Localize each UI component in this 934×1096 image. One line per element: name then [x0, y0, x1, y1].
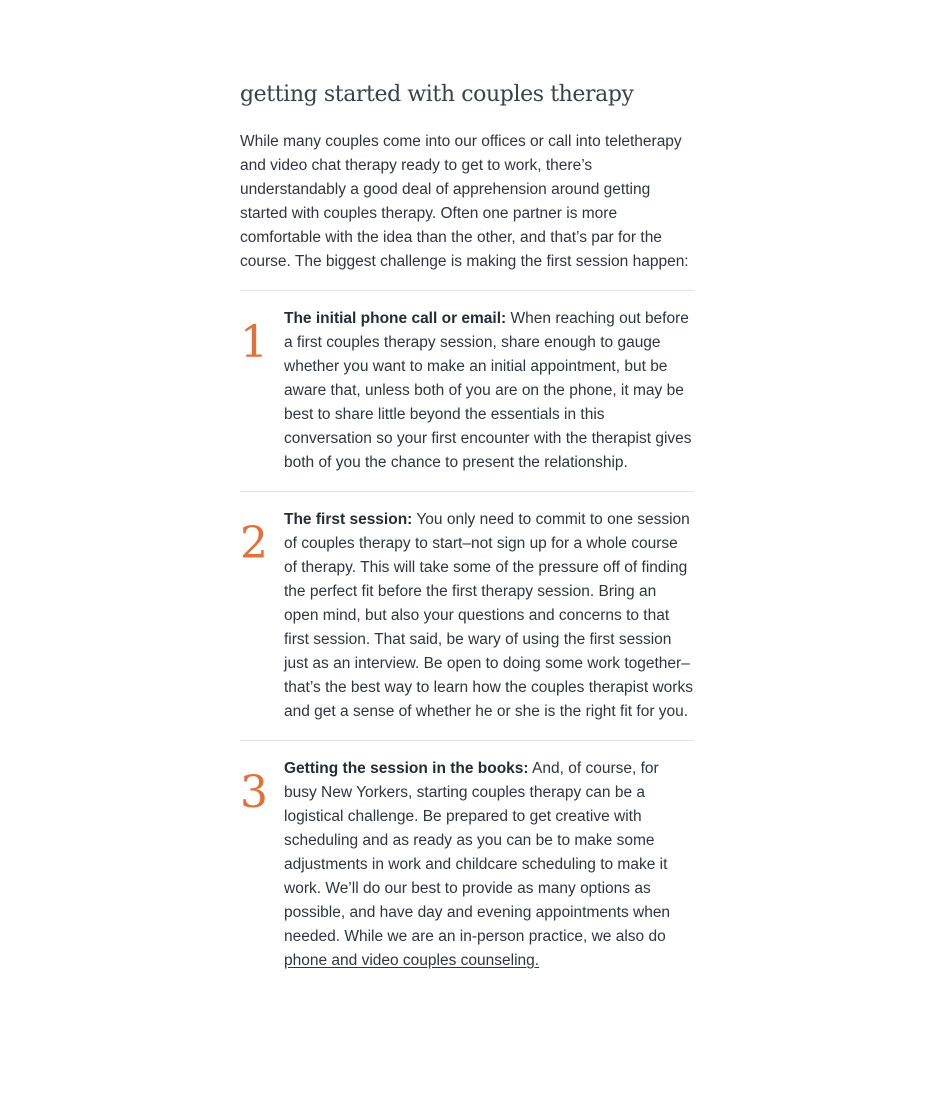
step-body — [284, 508, 694, 724]
step-heading: The first session: — [284, 511, 413, 528]
list-item — [240, 290, 694, 491]
step-number: 2 — [240, 518, 268, 569]
step-number: 1 — [240, 317, 268, 368]
step-text: You only need to commit to one session of couples therapy to start–not sign up for a whole course of therapy. This will take some of the pressure off of finding the perfect fit before the first therapy session. Bring an open mind, but also your questions and concerns to that first session. That said, be wary of using the first session just as an interview. Be open to doing some work together–that’s the best way to learn how the couples therapist works and get a sense of whether he or she is the right fit for you. — [284, 511, 693, 720]
step-number: 3 — [240, 767, 268, 818]
article-title: getting started with couples therapy — [240, 82, 634, 107]
steps-list — [240, 290, 694, 989]
step-text: And, of course, for busy New Yorkers, starting couples therapy can be a logistical challenge. Be prepared to get creative with scheduling and as ready as you can be to make some adjustments in work and childcare scheduling to make it work. We’ll do our best to provide as many options as possible, and have day and evening appointments when needed. While we are an in-person practice, we also do — [284, 760, 671, 945]
list-item — [240, 491, 694, 740]
article — [240, 78, 694, 989]
step-body — [284, 757, 694, 973]
phone-video-counseling-link[interactable]: phone and video couples counseling. — [284, 952, 540, 969]
intro-paragraph: While many couples come into our offices or call into teletherapy and video chat therapy ready to get to work, there’s understandably a good deal of apprehension around getting started with couples therapy. Often one partner is more comfortable with the idea than the other, and that’s par for the course. The biggest challenge is making the first session happen: — [240, 133, 689, 270]
step-body — [284, 307, 694, 475]
step-heading: The initial phone call or email: — [284, 310, 507, 327]
step-text: When reaching out before a first couples therapy session, share enough to gauge whether you want to make an initial appointment, but be aware that, unless both of you are on the phone, it may be best to share little beyond the essentials in this conversation so your first encounter with the therapist gives both of you the chance to present the relationship. — [284, 310, 692, 471]
step-heading: Getting the session in the books: — [284, 760, 529, 777]
list-item — [240, 740, 694, 989]
